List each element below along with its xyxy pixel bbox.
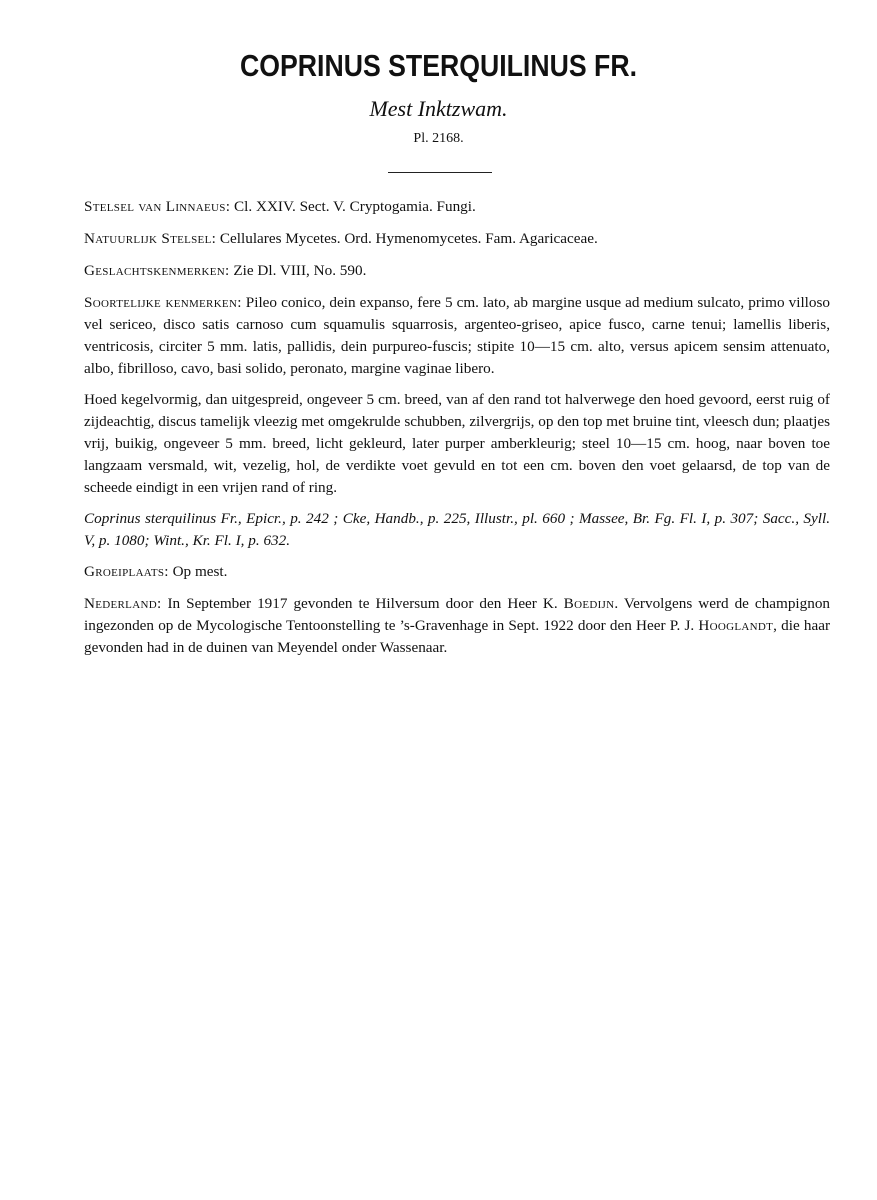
species-title: COPRINUS STERQUILINUS FR. xyxy=(240,48,637,83)
plate-number: Pl. 2168. xyxy=(413,131,464,146)
netherlands-text-1: In September 1917 gevonden te Hilversum door den Heer K. xyxy=(161,595,564,612)
species-label: Soortelijke kenmerken: xyxy=(84,294,242,311)
natural-text: Cellulares Mycetes. Ord. Hymenomycetes. Fam. Agaricaceae. xyxy=(216,230,598,247)
species-dutch-description: Hoed kegelvormig, dan uitgespreid, ongeveer 5 cm. breed, van af den rand tot halverwege den hoed gevoord, eerst ruig of zijdeachtig, discus tamelijk vleezig met omgekrulde schubben, zilvergrijs, op den top met bruine tint, vleesch dun; plaatjes vrij, buikig, ongeveer 5 mm. breed, licht gekleurd, later purper amberkleurig; steel 10—15 cm. hoog, naar boven toe langzaam versmald, wit, vezelig, hol, de verdikte voet gevuld en tot een cm. boven den voet gelaarsd, de top van de scheede eindigt in een vrijen rand of ring. xyxy=(84,391,830,496)
genus-label: Geslachtskenmerken: xyxy=(84,262,230,279)
species-references: Coprinus sterquilinus Fr., Epicr., p. 242 ; Cke, Handb., p. 225, Illustr., pl. 660 ; Massee, Br. Fg. Fl. I, p. 307; Sacc., Syll. V, p. 1080; Wint., Kr. Fl. I, p. 632. xyxy=(84,510,830,549)
netherlands-text-3: , die haar gevonden had in de duinen van Meyendel onder Wassenaar. xyxy=(84,617,831,656)
linnaeus-label: Stelsel van Linnaeus: xyxy=(84,198,231,215)
common-name: Mest Inktzwam. xyxy=(369,96,508,121)
body-text xyxy=(84,196,830,659)
linnaeus-text: Cl. XXIV. Sect. V. Cryptogamia. Fungi. xyxy=(230,198,476,215)
netherlands-label: Nederland: xyxy=(84,595,162,612)
linnaeus-system xyxy=(84,196,830,218)
habitat-text: Op mest. xyxy=(168,563,228,580)
species-latin-text: Pileo conico, dein expanso, fere 5 cm. lato, ab margine usque ad medium sulcato, primo villoso vel sericeo, disco satis carnoso cum squamulis squarrosis, argenteo-griseo, apice fusco, carne tenui; lamellis liberis, ventricosis, circiter 5 mm. latis, pallidis, dein purpureo-fuscis; stipite 10—15 cm. alto, versus apicem sensim attenuato, albo, fibrilloso, cavo, basi solido, peronato, margine vaginae libero. xyxy=(84,294,830,377)
genus-text: Zie Dl. VIII, No. 590. xyxy=(229,262,367,279)
collector-name-1: Boedijn xyxy=(563,595,615,612)
habitat-label: Groeiplaats: xyxy=(84,563,169,580)
collector-name-2: Hooglandt xyxy=(698,617,774,634)
natural-system xyxy=(84,228,830,250)
divider-rule xyxy=(388,172,492,173)
species-latin-description xyxy=(84,292,830,380)
habitat xyxy=(84,561,830,583)
netherlands-records xyxy=(84,593,830,659)
netherlands-text-2: . Vervolgens werd de champignon ingezonden op de Mycologische Tentoonstelling te ’s-Gravenhage in Sept. 1922 door den Heer P. J. xyxy=(84,595,831,634)
genus-characteristics xyxy=(84,260,830,282)
natural-label: Natuurlijk Stelsel: xyxy=(84,230,217,247)
